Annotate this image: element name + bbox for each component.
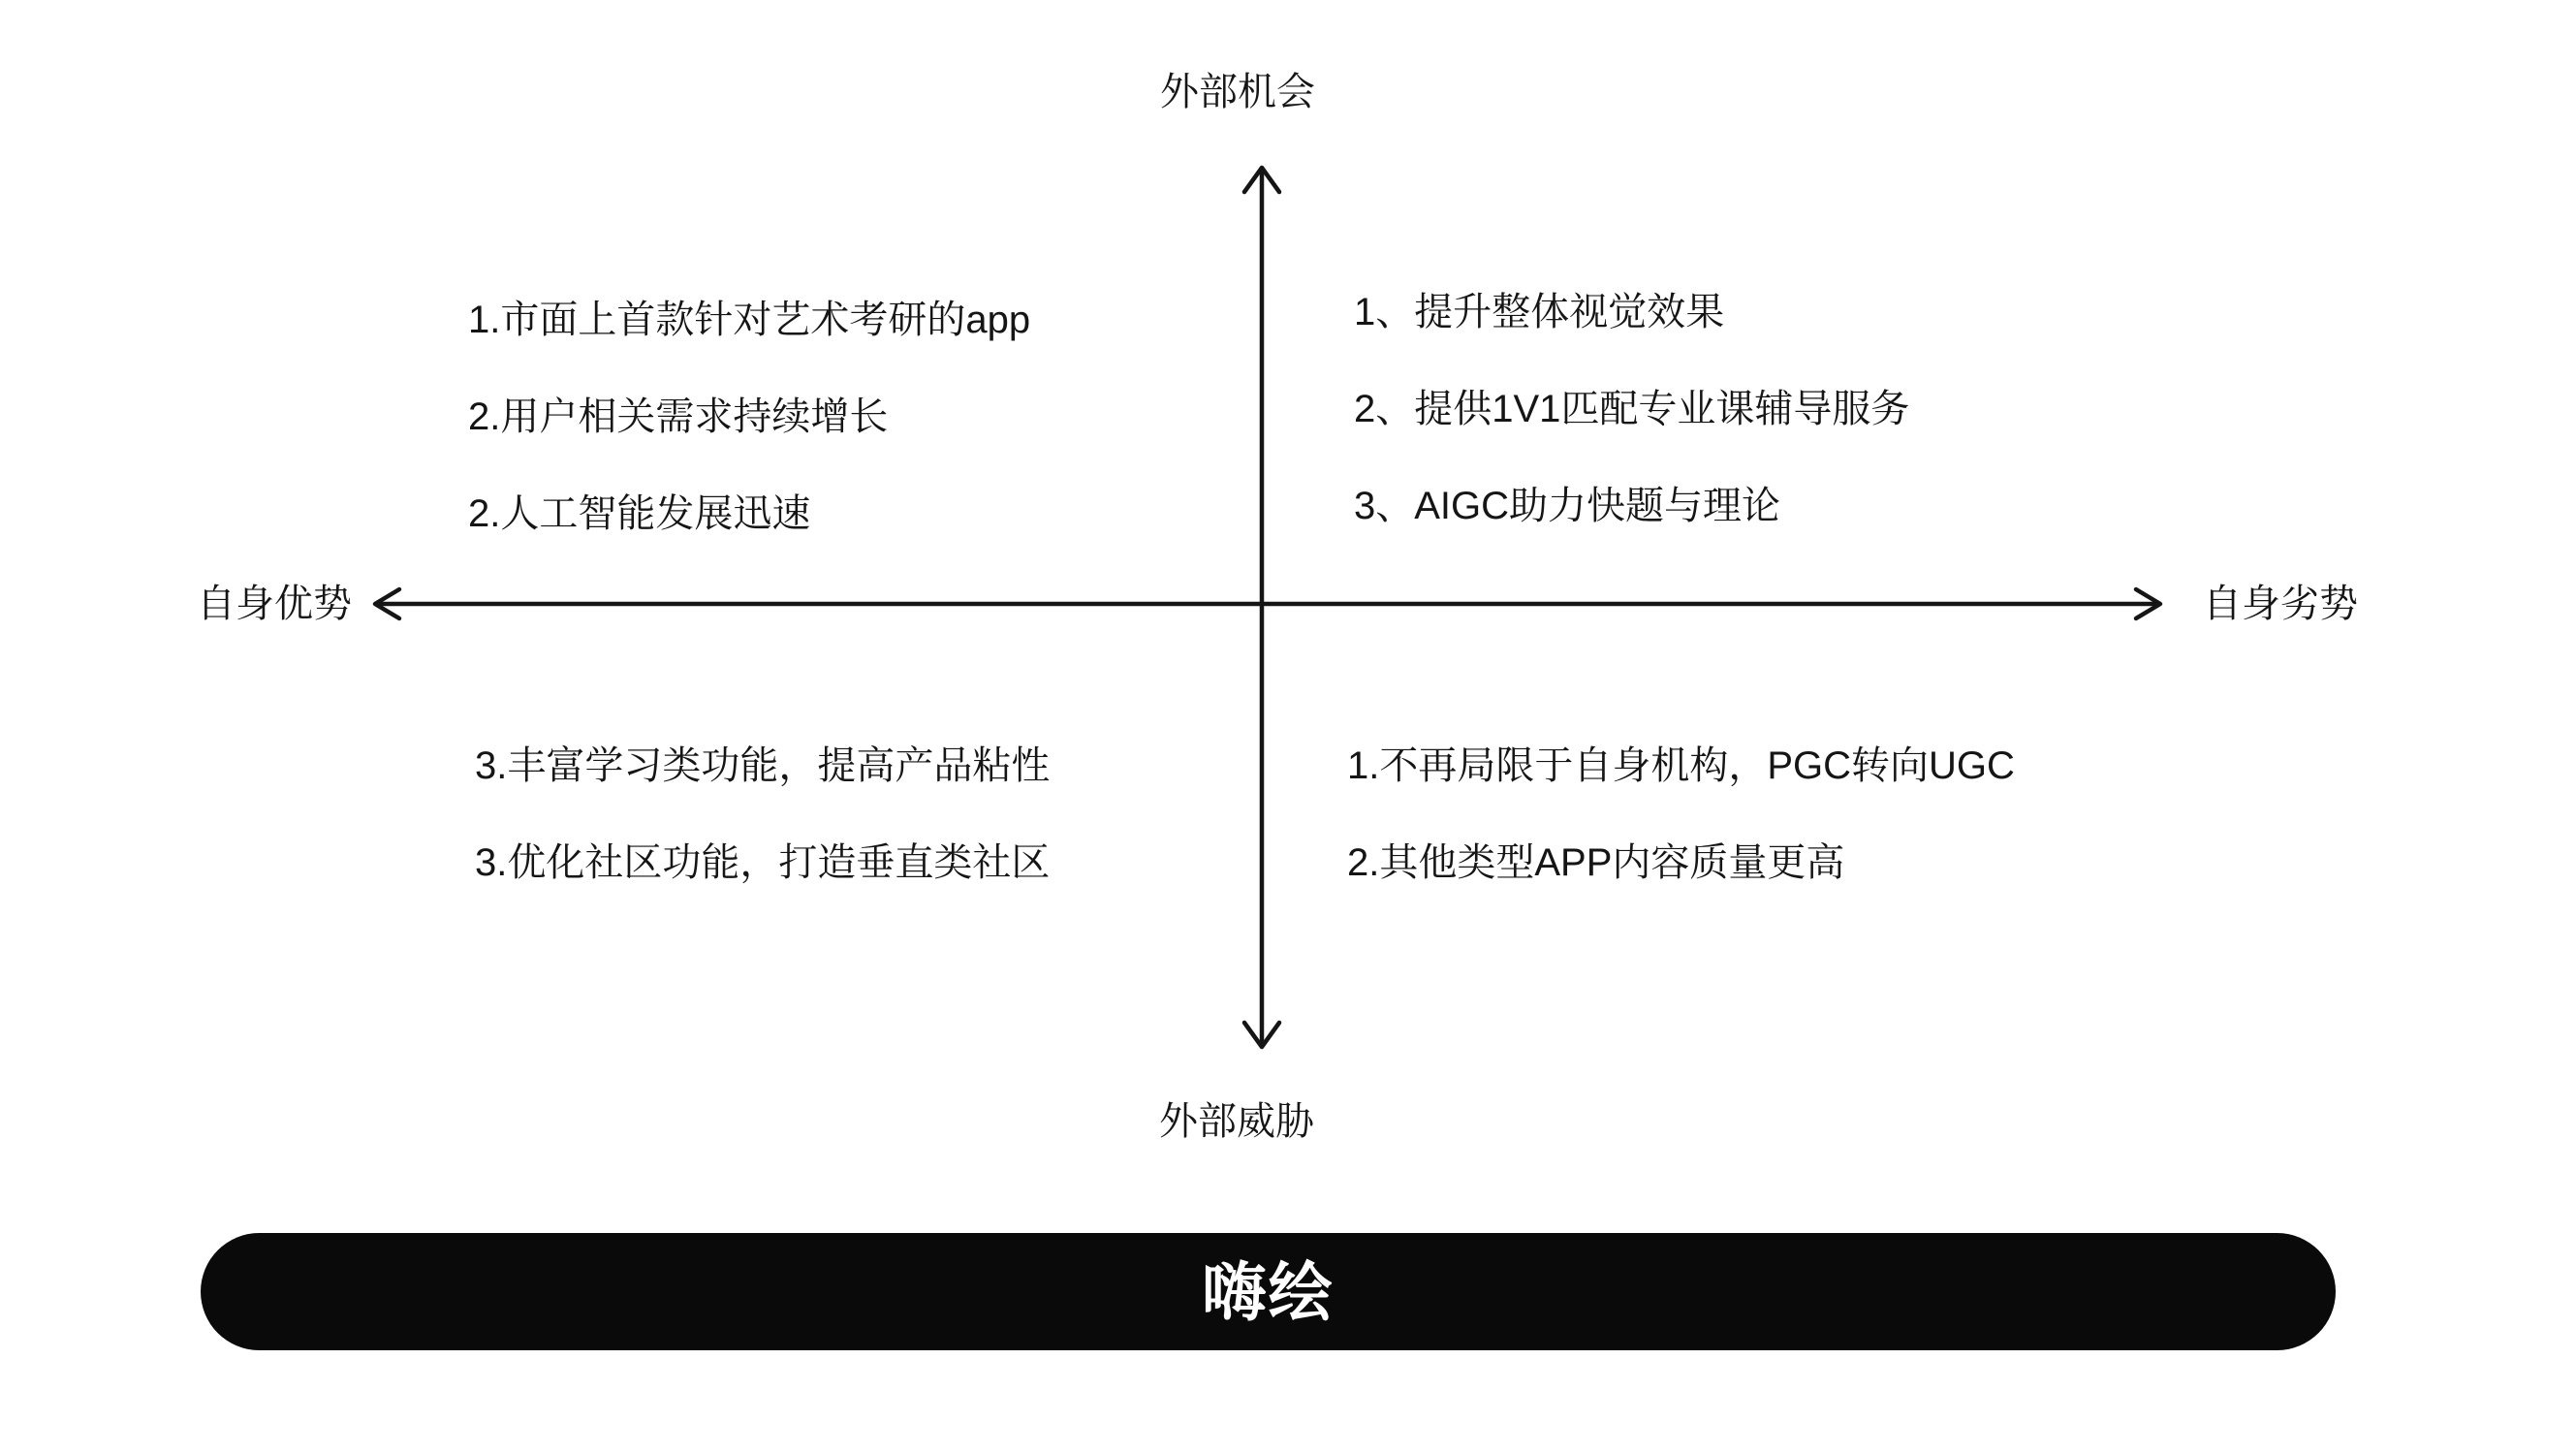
quadrant-top-right xyxy=(1354,264,1909,554)
quadrant-bottom-left xyxy=(475,717,1050,911)
quadrant-item: 2.其他类型APP内容质量更高 xyxy=(1347,841,1845,884)
quadrant-item: 2.用户相关需求持续增长 xyxy=(468,395,889,438)
quadrant-item: 3.丰富学习类功能，提高产品粘性 xyxy=(475,744,1051,787)
axis-label-opportunities: 外部机会 xyxy=(1160,71,1315,113)
quadrant-bottom-right xyxy=(1347,717,2015,911)
quadrant-item: 1.不再局限于自身机构，PGC转向UGC xyxy=(1347,744,2015,787)
quadrant-top-left xyxy=(468,271,1030,562)
quadrant-item: 2、提供1V1匹配专业课辅导服务 xyxy=(1354,388,1910,430)
axis-label-weaknesses: 自身劣势 xyxy=(2203,583,2358,625)
brand-footer xyxy=(201,1233,2336,1350)
quadrant-item: 1.市面上首款针对艺术考研的app xyxy=(468,299,1031,341)
quadrant-item: 3.优化社区功能，打造垂直类社区 xyxy=(475,841,1051,884)
axis-label-strengths: 自身优势 xyxy=(197,583,352,625)
brand-label: 嗨绘 xyxy=(1202,1255,1335,1328)
axis-label-threats: 外部威胁 xyxy=(1159,1100,1314,1143)
quadrant-item: 1、提升整体视觉效果 xyxy=(1354,291,1725,333)
quadrant-item: 2.人工智能发展迅速 xyxy=(468,492,811,535)
quadrant-item: 3、AIGC助力快题与理论 xyxy=(1354,485,1781,527)
